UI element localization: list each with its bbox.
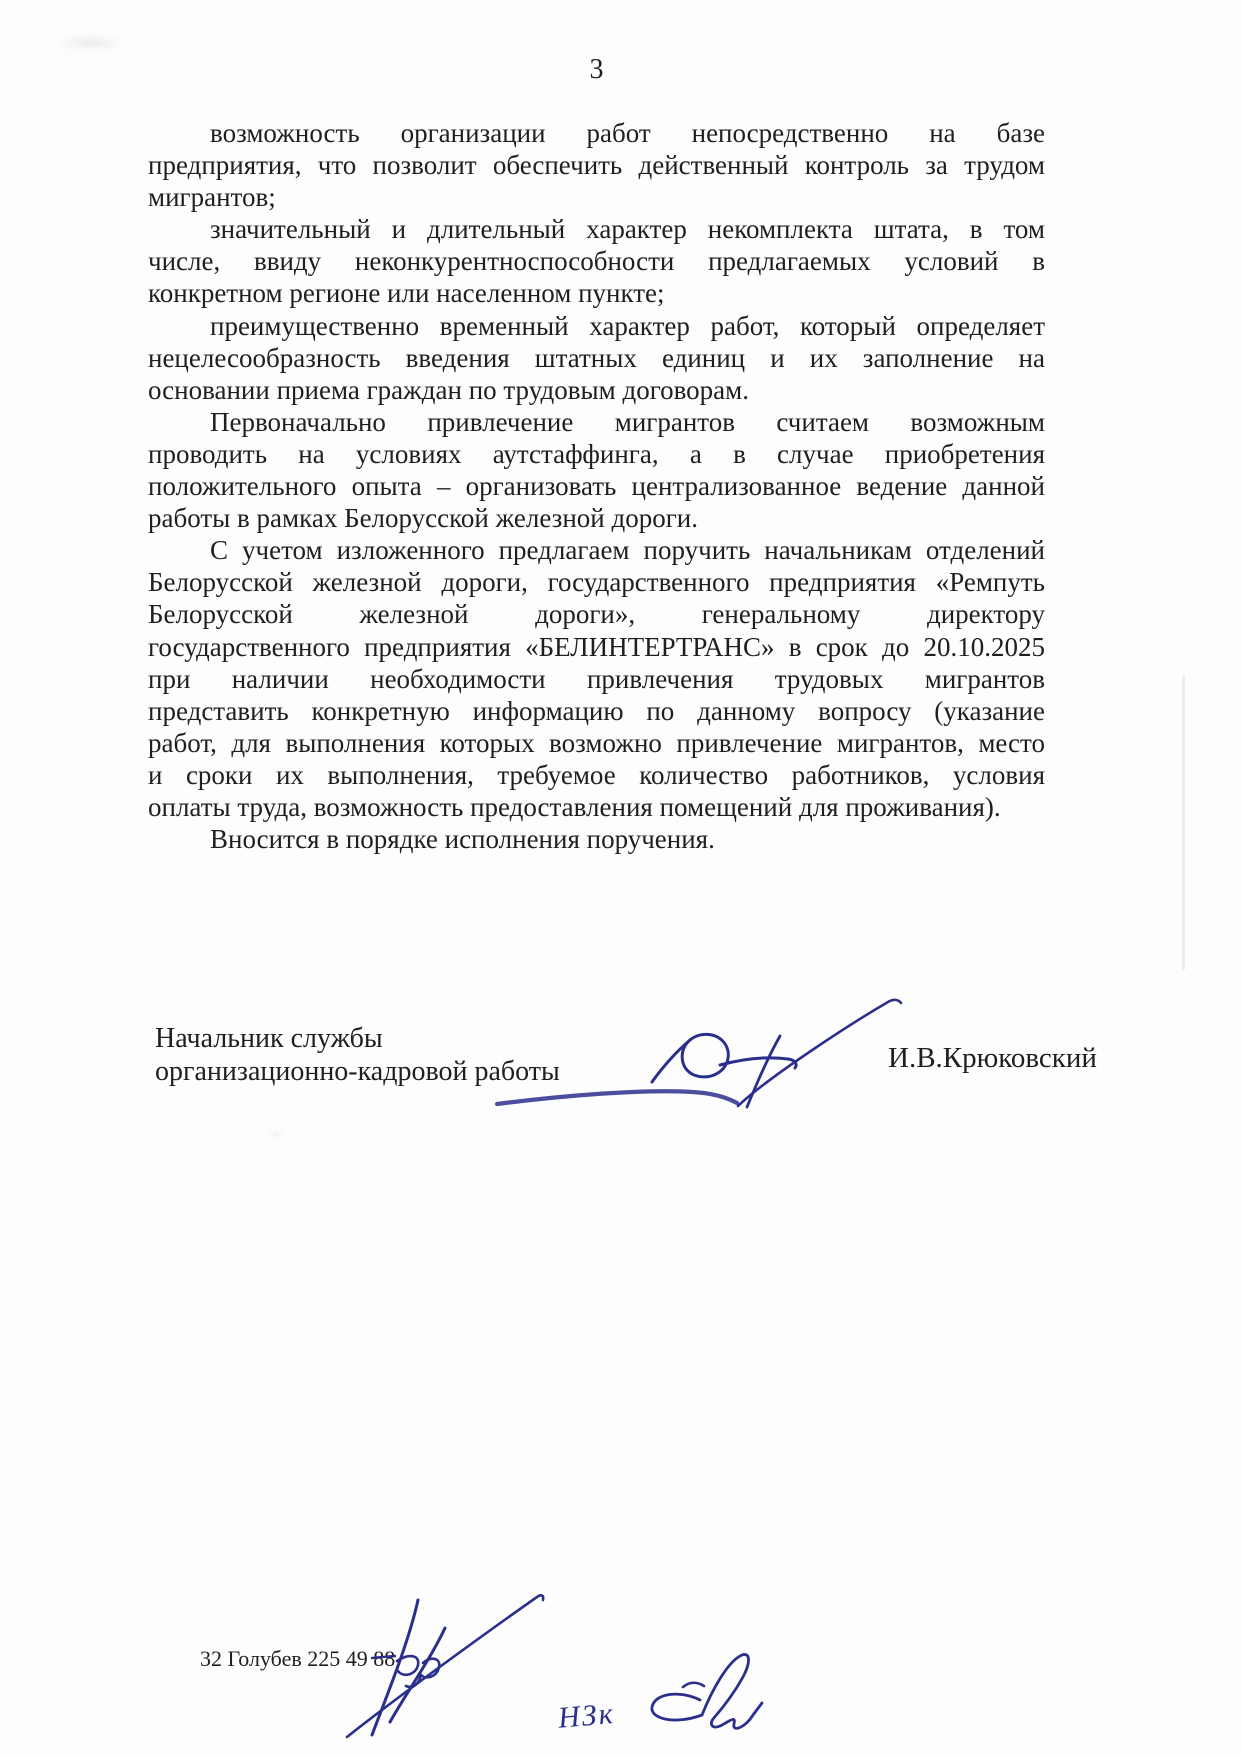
text-line: представить конкретную информацию по данному вопросу (указание xyxy=(148,695,1045,726)
document-body xyxy=(148,117,1045,855)
text-line: конкретном регионе или населенном пункте; xyxy=(148,278,665,309)
text-line: С учетом изложенного предлагаем поручить начальникам отделений xyxy=(210,535,1045,566)
scan-smudge xyxy=(268,1130,284,1139)
text-line: государственного предприятия «БЕЛИНТЕРТРАНС» в срок до 20.10.2025 xyxy=(148,631,1045,662)
scan-smudge xyxy=(55,34,125,52)
paragraph xyxy=(148,310,1045,406)
paragraph xyxy=(148,117,1045,213)
signer-position-line1: Начальник службы xyxy=(155,1023,383,1054)
paragraph xyxy=(148,823,1045,855)
text-line: и сроки их выполнения, требуемое количество работников, условия xyxy=(148,759,1045,790)
paragraph xyxy=(148,213,1045,309)
paragraph xyxy=(148,534,1045,823)
executor-signature xyxy=(325,1585,550,1750)
text-line: мигрантов; xyxy=(148,182,276,213)
text-line: Первоначально привлечение мигрантов считаем возможным xyxy=(210,406,1045,437)
signer-position-line2: организационно-кадровой работы xyxy=(155,1056,560,1087)
chief-signature xyxy=(340,980,910,1120)
executor-note: 32 Голубев 225 49 88 xyxy=(200,1646,396,1671)
text-line: возможность организации работ непосредственно на базе xyxy=(210,118,1045,148)
text-line: значительный и длительный характер некомплекта штата, в том xyxy=(210,214,1045,245)
text-line: нецелесообразность введения штатных единиц и их заполнение на xyxy=(148,342,1045,373)
text-line: проводить на условиях аутстаффинга, а в случае приобретения xyxy=(148,438,1045,469)
text-line: Вносится в порядке исполнения поручения. xyxy=(210,824,715,855)
text-line: числе, ввиду неконкурентноспособности предлагаемых условий в xyxy=(148,246,1045,277)
paragraph xyxy=(148,406,1045,534)
text-line: Белорусской железной дороги, государственного предприятия «Ремпуть xyxy=(148,567,1045,598)
text-line: оплаты труда, возможность предоставления помещений для проживания). xyxy=(148,791,1001,822)
handwritten-initials: НЗк xyxy=(556,1696,616,1735)
text-line: работ, для выполнения которых возможно привлечение мигрантов, место xyxy=(148,727,1045,758)
text-line: Белорусской железной дороги», генеральному директору xyxy=(148,599,1045,630)
text-line: основании приема граждан по трудовым договорам. xyxy=(148,374,749,405)
text-line: предприятия, что позволит обеспечить действенный контроль за трудом xyxy=(148,150,1045,181)
scan-edge-shadow xyxy=(1182,675,1185,970)
approval-flourish xyxy=(550,1645,780,1745)
text-line: преимущественно временный характер работ, который определяет xyxy=(210,310,1045,341)
text-line: работы в рамках Белорусской железной дороги. xyxy=(148,503,698,534)
text-line: положительного опыта – организовать централизованное ведение данной xyxy=(148,471,1045,502)
signer-name: И.В.Крюковский xyxy=(888,1042,1097,1074)
page-number: 3 xyxy=(589,54,604,85)
text-line: при наличии необходимости привлечения трудовых мигрантов xyxy=(148,663,1045,694)
